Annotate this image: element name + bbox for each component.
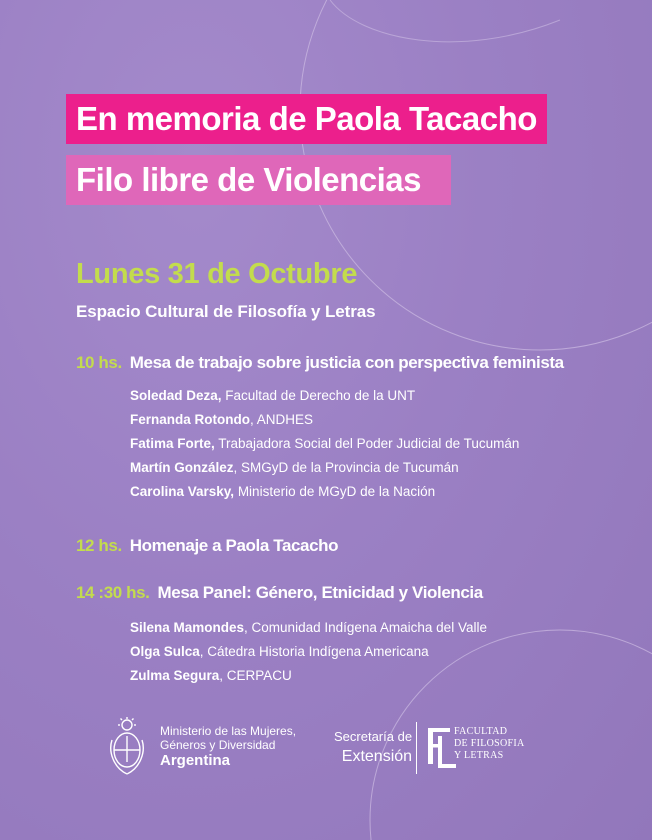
session-time: 10 hs. bbox=[76, 353, 122, 372]
speaker-name: Martín González bbox=[130, 460, 234, 475]
session-3-speakers bbox=[130, 616, 487, 688]
speaker-affiliation: , SMGyD de la Provincia de Tucumán bbox=[233, 460, 459, 475]
speaker-item bbox=[130, 408, 519, 432]
facultad-line-1: FACULTAD bbox=[454, 726, 508, 737]
fl-monogram-icon bbox=[422, 722, 458, 774]
facultad-line-2: DE FILOSOFIA bbox=[454, 738, 525, 749]
speaker-name: Silena Mamondes bbox=[130, 620, 245, 635]
speaker-name: Fatima Forte, bbox=[130, 436, 215, 451]
session-time: 12 hs. bbox=[76, 536, 122, 555]
ministerio-text bbox=[160, 724, 296, 770]
speaker-name: Fernanda Rotondo bbox=[130, 412, 250, 427]
session-time: 14 :30 hs. bbox=[76, 583, 150, 602]
speaker-affiliation: Facultad de Derecho de la UNT bbox=[221, 388, 416, 403]
event-venue: Espacio Cultural de Filosofía y Letras bbox=[76, 302, 376, 321]
argentina-coat-of-arms-icon bbox=[108, 716, 146, 776]
speaker-item bbox=[130, 432, 519, 456]
speaker-item bbox=[130, 664, 487, 688]
session-title: Mesa Panel: Género, Etnicidad y Violencia bbox=[157, 583, 483, 602]
speaker-item bbox=[130, 640, 487, 664]
speaker-item bbox=[130, 384, 519, 408]
session-1-speakers bbox=[130, 384, 519, 504]
event-subtitle: Filo libre de Violencias bbox=[66, 155, 451, 205]
speaker-affiliation: , Cátedra Historia Indígena Americana bbox=[199, 644, 429, 659]
speaker-affiliation: , Comunidad Indígena Amaicha del Valle bbox=[244, 620, 487, 635]
event-date: Lunes 31 de Octubre bbox=[76, 258, 358, 290]
logo-divider bbox=[416, 722, 417, 774]
speaker-affiliation: , CERPACU bbox=[219, 668, 292, 683]
secretaria-line-2: Extensión bbox=[341, 748, 413, 765]
facultad-line-3: Y LETRAS bbox=[454, 750, 504, 761]
ministerio-line-2: Géneros y Diversidad bbox=[160, 738, 276, 752]
ministerio-country: Argentina bbox=[160, 752, 231, 769]
speaker-affiliation: Trabajadora Social del Poder Judicial de Tucumán bbox=[214, 436, 520, 451]
speaker-name: Carolina Varsky, bbox=[130, 484, 235, 499]
speaker-item bbox=[130, 480, 519, 504]
ministerio-line-1: Ministerio de las Mujeres, bbox=[160, 724, 297, 738]
session-title: Mesa de trabajo sobre justicia con perspectiva feminista bbox=[129, 353, 564, 372]
session-title: Homenaje a Paola Tacacho bbox=[129, 536, 339, 555]
speaker-item bbox=[130, 456, 519, 480]
secretaria-text bbox=[334, 728, 412, 768]
session-2-heading bbox=[76, 536, 338, 556]
session-1-heading bbox=[76, 353, 564, 373]
speaker-item bbox=[130, 616, 487, 640]
secretaria-line-1: Secretaría de bbox=[334, 729, 413, 744]
session-3-heading bbox=[76, 583, 483, 603]
speaker-affiliation: , ANDHES bbox=[250, 412, 314, 427]
event-title: En memoria de Paola Tacacho bbox=[66, 94, 547, 144]
speaker-name: Zulma Segura bbox=[130, 668, 220, 683]
speaker-name: Olga Sulca bbox=[130, 644, 200, 659]
speaker-affiliation: Ministerio de MGyD de la Nación bbox=[234, 484, 436, 499]
facultad-text bbox=[454, 726, 525, 762]
speaker-name: Soledad Deza, bbox=[130, 388, 222, 403]
